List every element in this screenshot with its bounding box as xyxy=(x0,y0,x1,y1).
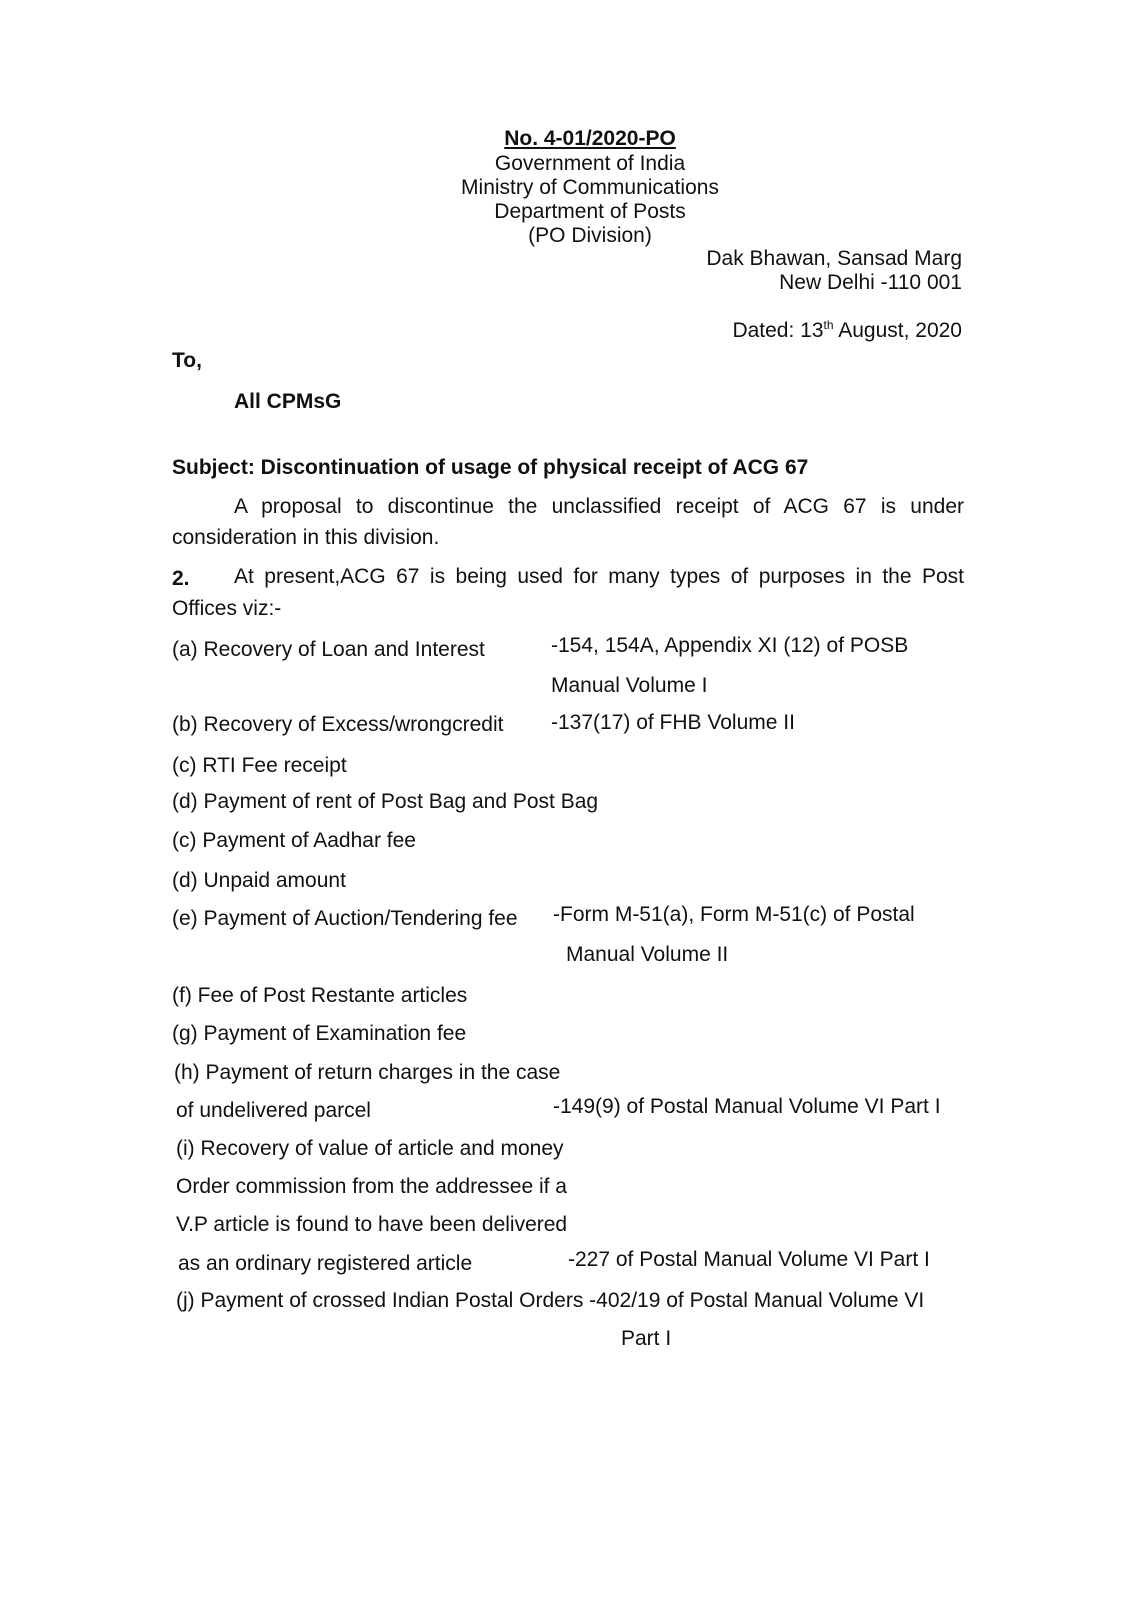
list-item-left: as an ordinary registered article xyxy=(178,1252,473,1275)
list-item-left: Order commission from the addressee if a xyxy=(176,1175,567,1198)
para1-line1: A proposal to discontinue the unclassified receipt of ACG 67 is under xyxy=(234,495,964,518)
list-item-right: -Form M-51(a), Form M-51(c) of Postal xyxy=(553,903,915,926)
date-suffix: August, 2020 xyxy=(833,319,962,342)
date-line xyxy=(732,318,962,344)
header-department: Department of Posts xyxy=(494,200,686,223)
list-item-left: (h) Payment of return charges in the case xyxy=(174,1061,561,1084)
header-division: (PO Division) xyxy=(528,224,652,247)
address-line-2: New Delhi -110 001 xyxy=(779,271,962,294)
list-item-left: (d) Payment of rent of Post Bag and Post Bag xyxy=(172,790,599,813)
list-item-left: (f) Fee of Post Restante articles xyxy=(172,984,468,1007)
list-item-left: (e) Payment of Auction/Tendering fee xyxy=(172,907,518,930)
list-item-left: (a) Recovery of Loan and Interest xyxy=(172,638,485,661)
list-item-right: -149(9) of Postal Manual Volume VI Part I xyxy=(553,1095,941,1118)
subject: Subject: Discontinuation of usage of physical receipt of ACG 67 xyxy=(172,456,809,479)
date-sup: th xyxy=(823,318,834,332)
list-item-left: (c) RTI Fee receipt xyxy=(172,754,347,777)
header-government: Government of India xyxy=(494,152,686,175)
list-item-left: (d) Unpaid amount xyxy=(172,869,346,892)
para2-line1: At present,ACG 67 is being used for many types of purposes in the Post xyxy=(234,565,964,588)
list-item-right: Part I xyxy=(621,1327,672,1350)
list-item-right: -227 of Postal Manual Volume VI Part I xyxy=(568,1248,930,1271)
list-item-right: -154, 154A, Appendix XI (12) of POSB xyxy=(551,634,909,657)
to-label: To, xyxy=(172,349,202,372)
list-item-left: (c) Payment of Aadhar fee xyxy=(172,829,416,852)
recipient: All CPMsG xyxy=(234,390,342,413)
date-prefix: Dated: 13 xyxy=(732,319,824,342)
para1-line2: consideration in this division. xyxy=(172,526,440,549)
list-item-left: (b) Recovery of Excess/wrongcredit xyxy=(172,713,504,736)
para2-line2: Offices viz:- xyxy=(172,597,282,620)
list-item-left: (j) Payment of crossed Indian Postal Orders -402/19 of Postal Manual Volume VI xyxy=(176,1289,925,1312)
list-item-left: (g) Payment of Examination fee xyxy=(172,1022,467,1045)
address-line-1: Dak Bhawan, Sansad Marg xyxy=(706,247,962,270)
list-item-left: of undelivered parcel xyxy=(176,1099,371,1122)
list-item-right: Manual Volume I xyxy=(551,674,708,697)
para2-number: 2. xyxy=(172,567,190,590)
header-ministry: Ministry of Communications xyxy=(461,176,719,199)
file-number: No. 4-01/2020-PO xyxy=(504,127,676,150)
list-item-left: (i) Recovery of value of article and money xyxy=(176,1137,564,1160)
list-item-right: Manual Volume II xyxy=(566,943,729,966)
list-item-left: V.P article is found to have been delivered xyxy=(176,1213,568,1236)
list-item-right: -137(17) of FHB Volume II xyxy=(551,711,795,734)
